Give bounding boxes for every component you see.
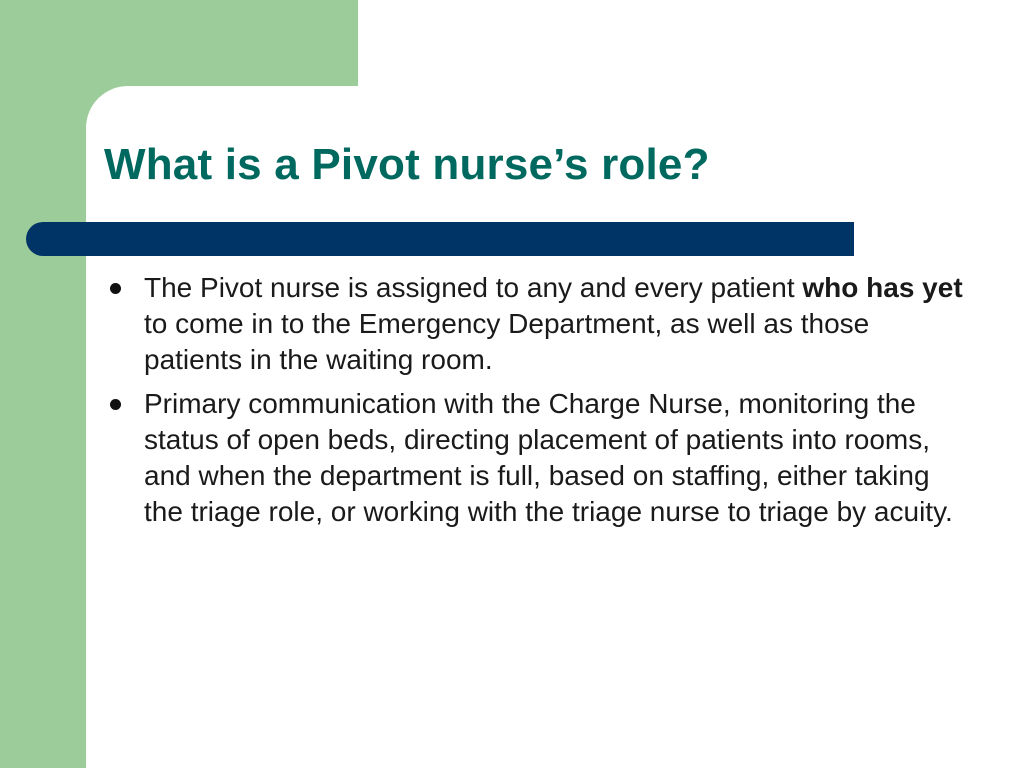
slide-title: What is a Pivot nurse’s role? [104, 140, 710, 189]
bullet-dot-icon [110, 399, 121, 410]
decorative-green-block [0, 0, 358, 86]
bullet-list [104, 270, 964, 538]
bullet-item [104, 270, 964, 378]
bullet-dot-icon [110, 283, 121, 294]
bullet-text-after: to come in to the Emergency Department, as well as those patients in the waiting room. [144, 308, 870, 375]
title-underline-bar [26, 222, 854, 256]
bullet-text-before: The Pivot nurse is assigned to any and every patient [144, 272, 803, 303]
bullet-text: Primary communication with the Charge Nurse, monitoring the status of open beds, directing placement of patients into rooms, and when the department is full, based on staffing, either taking the triage role, or working with the triage nurse to triage by acuity. [144, 388, 953, 527]
bullet-item [104, 386, 964, 530]
decorative-white-strip [358, 0, 1024, 86]
bullet-text-bold: who has yet [802, 272, 963, 303]
